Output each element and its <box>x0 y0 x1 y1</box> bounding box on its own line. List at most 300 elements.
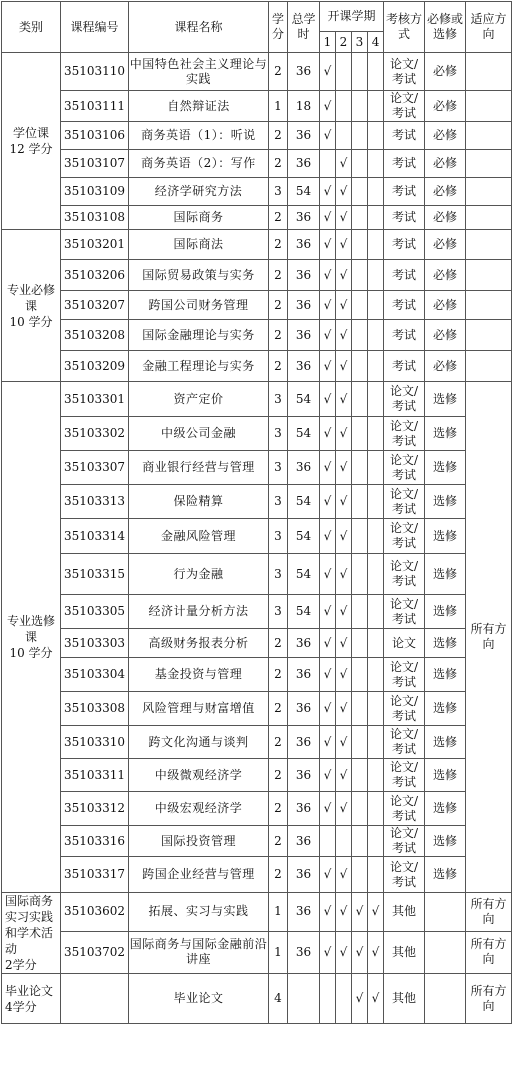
semester-s3-check <box>352 291 368 320</box>
semester-s1-check: √ <box>320 931 336 973</box>
semester-s1-check <box>320 974 336 1024</box>
course-type: 必修 <box>425 206 466 230</box>
course-name: 国际投资管理 <box>129 826 269 857</box>
course-credit: 2 <box>269 658 288 692</box>
table-row <box>2 150 512 178</box>
course-type: 必修 <box>425 53 466 91</box>
course-credit: 3 <box>269 382 288 417</box>
course-exam: 其他 <box>384 974 425 1024</box>
course-type: 选修 <box>425 826 466 857</box>
course-direction <box>466 230 512 260</box>
semester-s4-check <box>368 260 384 291</box>
table-row <box>2 658 512 692</box>
course-type: 必修 <box>425 260 466 291</box>
course-code: 35103208 <box>61 320 129 351</box>
course-name: 跨国公司财务管理 <box>129 291 269 320</box>
semester-s4-check <box>368 792 384 826</box>
course-hours: 36 <box>288 351 320 382</box>
semester-s1-check: √ <box>320 893 336 932</box>
semester-s3-check <box>352 554 368 595</box>
semester-s4-check <box>368 178 384 206</box>
course-credit: 2 <box>269 230 288 260</box>
col-direction-header: 适应方向 <box>466 2 512 53</box>
semester-s2-check: √ <box>336 554 352 595</box>
course-name: 国际金融理论与实务 <box>129 320 269 351</box>
semester-s4-check <box>368 629 384 658</box>
semester-s3-check: √ <box>352 974 368 1024</box>
semester-s4-check <box>368 206 384 230</box>
semester-s2-check: √ <box>336 692 352 726</box>
table-row <box>2 91 512 122</box>
course-exam: 论文/考试 <box>384 554 425 595</box>
course-type: 必修 <box>425 320 466 351</box>
course-name: 商业银行经营与管理 <box>129 451 269 485</box>
semester-s1-check: √ <box>320 122 336 150</box>
semester-s1-check: √ <box>320 291 336 320</box>
course-exam: 考试 <box>384 206 425 230</box>
course-name: 经济计量分析方法 <box>129 595 269 629</box>
course-exam: 论文/考试 <box>384 759 425 792</box>
table-row <box>2 826 512 857</box>
semester-s1-check: √ <box>320 759 336 792</box>
course-type: 选修 <box>425 629 466 658</box>
col-code-header: 课程编号 <box>61 2 129 53</box>
semester-s4-check <box>368 692 384 726</box>
course-code: 35103317 <box>61 857 129 893</box>
course-name: 跨文化沟通与谈判 <box>129 726 269 759</box>
semester-s4-check <box>368 91 384 122</box>
course-exam: 其他 <box>384 893 425 932</box>
course-name: 资产定价 <box>129 382 269 417</box>
course-hours: 36 <box>288 320 320 351</box>
semester-s2-check: √ <box>336 178 352 206</box>
table-row <box>2 726 512 759</box>
course-type: 必修 <box>425 122 466 150</box>
semester-s4-check <box>368 53 384 91</box>
course-direction <box>466 260 512 291</box>
course-hours: 36 <box>288 451 320 485</box>
category-degree: 学位课 12 学分 <box>2 53 61 230</box>
course-credit: 1 <box>269 91 288 122</box>
course-exam: 论文/考试 <box>384 485 425 519</box>
semester-s2-check: √ <box>336 230 352 260</box>
course-hours: 36 <box>288 893 320 932</box>
course-credit: 2 <box>269 291 288 320</box>
course-code: 35103702 <box>61 931 129 973</box>
course-exam: 论文/考试 <box>384 519 425 554</box>
semester-s4-check <box>368 658 384 692</box>
semester-s3-check <box>352 629 368 658</box>
course-code: 35103302 <box>61 417 129 451</box>
course-code: 35103107 <box>61 150 129 178</box>
course-name: 中级微观经济学 <box>129 759 269 792</box>
semester-s3-check <box>352 857 368 893</box>
course-exam: 论文/考试 <box>384 857 425 893</box>
course-credit: 2 <box>269 351 288 382</box>
table-row <box>2 519 512 554</box>
course-name: 风险管理与财富增值 <box>129 692 269 726</box>
course-credit: 3 <box>269 554 288 595</box>
semester-s2-check: √ <box>336 726 352 759</box>
col-category-header: 类别 <box>2 2 61 53</box>
semester-s1-check: √ <box>320 91 336 122</box>
course-code: 35103308 <box>61 692 129 726</box>
semester-s2-check: √ <box>336 595 352 629</box>
course-name: 拓展、实习与实践 <box>129 893 269 932</box>
semester-s3-check <box>352 519 368 554</box>
table-row <box>2 417 512 451</box>
course-code: 35103108 <box>61 206 129 230</box>
course-name: 保险精算 <box>129 485 269 519</box>
course-name: 国际商法 <box>129 230 269 260</box>
table-row <box>2 320 512 351</box>
course-type: 选修 <box>425 857 466 893</box>
course-type: 选修 <box>425 485 466 519</box>
semester-s2-check: √ <box>336 931 352 973</box>
semester-s2-check: √ <box>336 291 352 320</box>
table-row <box>2 857 512 893</box>
course-hours: 36 <box>288 826 320 857</box>
semester-s3-check <box>352 53 368 91</box>
course-code: 35103602 <box>61 893 129 932</box>
course-direction: 所有方向 <box>466 931 512 973</box>
course-exam: 论文 <box>384 629 425 658</box>
course-code: 35103111 <box>61 91 129 122</box>
sem4-header: 4 <box>368 32 384 53</box>
course-name: 中级宏观经济学 <box>129 792 269 826</box>
course-name: 跨国企业经营与管理 <box>129 857 269 893</box>
table-row <box>2 974 512 1024</box>
table-row <box>2 893 512 932</box>
semester-s4-check <box>368 857 384 893</box>
table-row <box>2 485 512 519</box>
course-credit: 2 <box>269 260 288 291</box>
course-type <box>425 974 466 1024</box>
course-type: 选修 <box>425 382 466 417</box>
course-code: 35103106 <box>61 122 129 150</box>
semester-s4-check <box>368 826 384 857</box>
semester-s3-check <box>352 260 368 291</box>
course-type: 必修 <box>425 291 466 320</box>
course-name: 毕业论文 <box>129 974 269 1024</box>
category-practice: 国际商务实习实践和学术活动 2学分 <box>2 893 61 974</box>
course-exam: 论文/考试 <box>384 53 425 91</box>
course-type: 选修 <box>425 726 466 759</box>
course-code: 35103209 <box>61 351 129 382</box>
curriculum-table <box>1 1 512 1024</box>
course-direction <box>466 53 512 91</box>
course-type: 选修 <box>425 417 466 451</box>
course-name: 行为金融 <box>129 554 269 595</box>
course-name: 国际贸易政策与实务 <box>129 260 269 291</box>
course-credit: 2 <box>269 629 288 658</box>
semester-s3-check <box>352 451 368 485</box>
course-name: 商务英语（2）：写作 <box>129 150 269 178</box>
course-type: 必修 <box>425 91 466 122</box>
table-row <box>2 931 512 973</box>
semester-s1-check <box>320 826 336 857</box>
course-direction <box>466 291 512 320</box>
course-hours: 54 <box>288 178 320 206</box>
course-name: 金融风险管理 <box>129 519 269 554</box>
course-name: 经济学研究方法 <box>129 178 269 206</box>
semester-s2-check <box>336 122 352 150</box>
semester-s4-check <box>368 351 384 382</box>
course-type: 选修 <box>425 554 466 595</box>
course-code: 35103311 <box>61 759 129 792</box>
semester-s1-check: √ <box>320 230 336 260</box>
semester-s4-check: √ <box>368 931 384 973</box>
semester-s3-check <box>352 726 368 759</box>
table-row <box>2 53 512 91</box>
course-exam: 考试 <box>384 260 425 291</box>
course-exam: 考试 <box>384 230 425 260</box>
course-direction <box>466 320 512 351</box>
semester-s1-check: √ <box>320 485 336 519</box>
course-type: 选修 <box>425 451 466 485</box>
course-direction <box>466 150 512 178</box>
course-exam: 考试 <box>384 351 425 382</box>
semester-s3-check <box>352 351 368 382</box>
course-code: 35103314 <box>61 519 129 554</box>
course-exam: 论文/考试 <box>384 726 425 759</box>
category-thesis: 毕业论文 4学分 <box>2 974 61 1024</box>
semester-s1-check: √ <box>320 382 336 417</box>
course-exam: 论文/考试 <box>384 792 425 826</box>
semester-s1-check: √ <box>320 178 336 206</box>
course-exam: 考试 <box>384 178 425 206</box>
semester-s1-check <box>320 150 336 178</box>
course-hours: 36 <box>288 726 320 759</box>
course-direction <box>466 206 512 230</box>
course-hours: 36 <box>288 629 320 658</box>
semester-s3-check: √ <box>352 893 368 932</box>
course-hours: 36 <box>288 759 320 792</box>
semester-s3-check <box>352 692 368 726</box>
semester-s1-check: √ <box>320 417 336 451</box>
semester-s2-check: √ <box>336 893 352 932</box>
course-type: 必修 <box>425 178 466 206</box>
table-row <box>2 759 512 792</box>
course-code: 35103315 <box>61 554 129 595</box>
course-direction: 所有方向 <box>466 893 512 932</box>
semester-s1-check: √ <box>320 792 336 826</box>
sem1-header: 1 <box>320 32 336 53</box>
semester-s1-check: √ <box>320 726 336 759</box>
course-name: 国际商务 <box>129 206 269 230</box>
course-hours: 36 <box>288 692 320 726</box>
course-credit: 3 <box>269 417 288 451</box>
semester-s1-check: √ <box>320 658 336 692</box>
course-exam: 论文/考试 <box>384 382 425 417</box>
course-exam: 考试 <box>384 150 425 178</box>
course-code: 35103310 <box>61 726 129 759</box>
table-row <box>2 629 512 658</box>
course-hours: 36 <box>288 260 320 291</box>
course-code: 35103307 <box>61 451 129 485</box>
course-exam: 论文/考试 <box>384 451 425 485</box>
course-credit: 3 <box>269 178 288 206</box>
course-exam: 其他 <box>384 931 425 973</box>
course-credit: 2 <box>269 150 288 178</box>
course-exam: 论文/考试 <box>384 658 425 692</box>
semester-s2-check: √ <box>336 857 352 893</box>
semester-s4-check <box>368 485 384 519</box>
semester-s1-check: √ <box>320 320 336 351</box>
semester-s2-check: √ <box>336 206 352 230</box>
semester-s4-check <box>368 382 384 417</box>
course-hours: 36 <box>288 857 320 893</box>
table-row <box>2 792 512 826</box>
course-code: 35103110 <box>61 53 129 91</box>
course-name: 中级公司金融 <box>129 417 269 451</box>
semester-s1-check: √ <box>320 692 336 726</box>
course-direction <box>466 178 512 206</box>
semester-s3-check <box>352 122 368 150</box>
course-direction <box>466 351 512 382</box>
table-row <box>2 230 512 260</box>
semester-s2-check: √ <box>336 150 352 178</box>
semester-s1-check: √ <box>320 519 336 554</box>
course-type: 选修 <box>425 692 466 726</box>
semester-s3-check <box>352 91 368 122</box>
sem3-header: 3 <box>352 32 368 53</box>
course-credit: 2 <box>269 320 288 351</box>
course-exam: 考试 <box>384 291 425 320</box>
course-exam: 论文/考试 <box>384 826 425 857</box>
course-hours: 54 <box>288 519 320 554</box>
semester-s3-check <box>352 320 368 351</box>
course-name: 基金投资与管理 <box>129 658 269 692</box>
course-exam: 论文/考试 <box>384 417 425 451</box>
course-hours: 18 <box>288 91 320 122</box>
table-row <box>2 692 512 726</box>
table-row <box>2 554 512 595</box>
course-direction <box>466 122 512 150</box>
course-direction <box>466 91 512 122</box>
course-credit: 2 <box>269 53 288 91</box>
course-hours: 36 <box>288 658 320 692</box>
course-type <box>425 931 466 973</box>
course-type: 必修 <box>425 150 466 178</box>
semester-s2-check <box>336 974 352 1024</box>
course-type: 必修 <box>425 351 466 382</box>
semester-s3-check <box>352 792 368 826</box>
table-row <box>2 382 512 417</box>
course-code: 35103301 <box>61 382 129 417</box>
semester-s2-check: √ <box>336 417 352 451</box>
course-hours: 36 <box>288 931 320 973</box>
semester-s3-check <box>352 230 368 260</box>
semester-s3-check <box>352 417 368 451</box>
table-row <box>2 122 512 150</box>
course-credit: 2 <box>269 122 288 150</box>
course-credit: 4 <box>269 974 288 1024</box>
table-row <box>2 291 512 320</box>
semester-s4-check <box>368 595 384 629</box>
course-exam: 考试 <box>384 122 425 150</box>
course-name: 中国特色社会主义理论与实践 <box>129 53 269 91</box>
semester-s1-check: √ <box>320 595 336 629</box>
table-row <box>2 451 512 485</box>
course-type: 选修 <box>425 519 466 554</box>
course-credit: 2 <box>269 206 288 230</box>
semester-s2-check: √ <box>336 629 352 658</box>
course-credit: 2 <box>269 826 288 857</box>
semester-s3-check <box>352 150 368 178</box>
course-hours: 36 <box>288 122 320 150</box>
semester-s3-check <box>352 206 368 230</box>
table-row <box>2 595 512 629</box>
course-credit: 2 <box>269 726 288 759</box>
semester-s3-check <box>352 658 368 692</box>
semester-s1-check: √ <box>320 451 336 485</box>
course-code: 35103312 <box>61 792 129 826</box>
course-name: 自然辩证法 <box>129 91 269 122</box>
semester-s2-check <box>336 826 352 857</box>
table-row <box>2 178 512 206</box>
course-credit: 3 <box>269 519 288 554</box>
semester-s1-check: √ <box>320 351 336 382</box>
semester-s3-check: √ <box>352 931 368 973</box>
semester-s3-check <box>352 485 368 519</box>
semester-s1-check: √ <box>320 554 336 595</box>
course-type: 选修 <box>425 792 466 826</box>
course-hours: 54 <box>288 595 320 629</box>
semester-s2-check: √ <box>336 382 352 417</box>
sem2-header: 2 <box>336 32 352 53</box>
course-hours: 54 <box>288 417 320 451</box>
semester-s1-check: √ <box>320 53 336 91</box>
course-exam: 论文/考试 <box>384 692 425 726</box>
semester-s2-check: √ <box>336 320 352 351</box>
course-code: 35103206 <box>61 260 129 291</box>
semester-s3-check <box>352 595 368 629</box>
header-row <box>2 2 512 32</box>
course-code: 35103303 <box>61 629 129 658</box>
col-semester-header: 开课学期 <box>320 2 384 32</box>
course-code: 35103305 <box>61 595 129 629</box>
course-code: 35103316 <box>61 826 129 857</box>
table-body <box>2 53 512 1024</box>
elective-direction: 所有方向 <box>466 382 512 893</box>
course-credit: 2 <box>269 792 288 826</box>
col-type-header: 必修或选修 <box>425 2 466 53</box>
semester-s4-check <box>368 726 384 759</box>
course-hours: 36 <box>288 291 320 320</box>
semester-s2-check: √ <box>336 792 352 826</box>
course-credit: 2 <box>269 759 288 792</box>
semester-s2-check: √ <box>336 485 352 519</box>
category-elective: 专业选修课 10 学分 <box>2 382 61 893</box>
semester-s2-check: √ <box>336 260 352 291</box>
semester-s3-check <box>352 826 368 857</box>
course-type: 必修 <box>425 230 466 260</box>
course-code: 35103201 <box>61 230 129 260</box>
course-hours: 54 <box>288 485 320 519</box>
course-credit: 3 <box>269 485 288 519</box>
semester-s4-check <box>368 451 384 485</box>
course-credit: 3 <box>269 451 288 485</box>
course-hours: 36 <box>288 150 320 178</box>
course-hours: 36 <box>288 206 320 230</box>
course-exam: 考试 <box>384 320 425 351</box>
semester-s4-check <box>368 150 384 178</box>
semester-s4-check <box>368 291 384 320</box>
semester-s3-check <box>352 759 368 792</box>
semester-s1-check: √ <box>320 206 336 230</box>
course-name: 商务英语（1）：听说 <box>129 122 269 150</box>
